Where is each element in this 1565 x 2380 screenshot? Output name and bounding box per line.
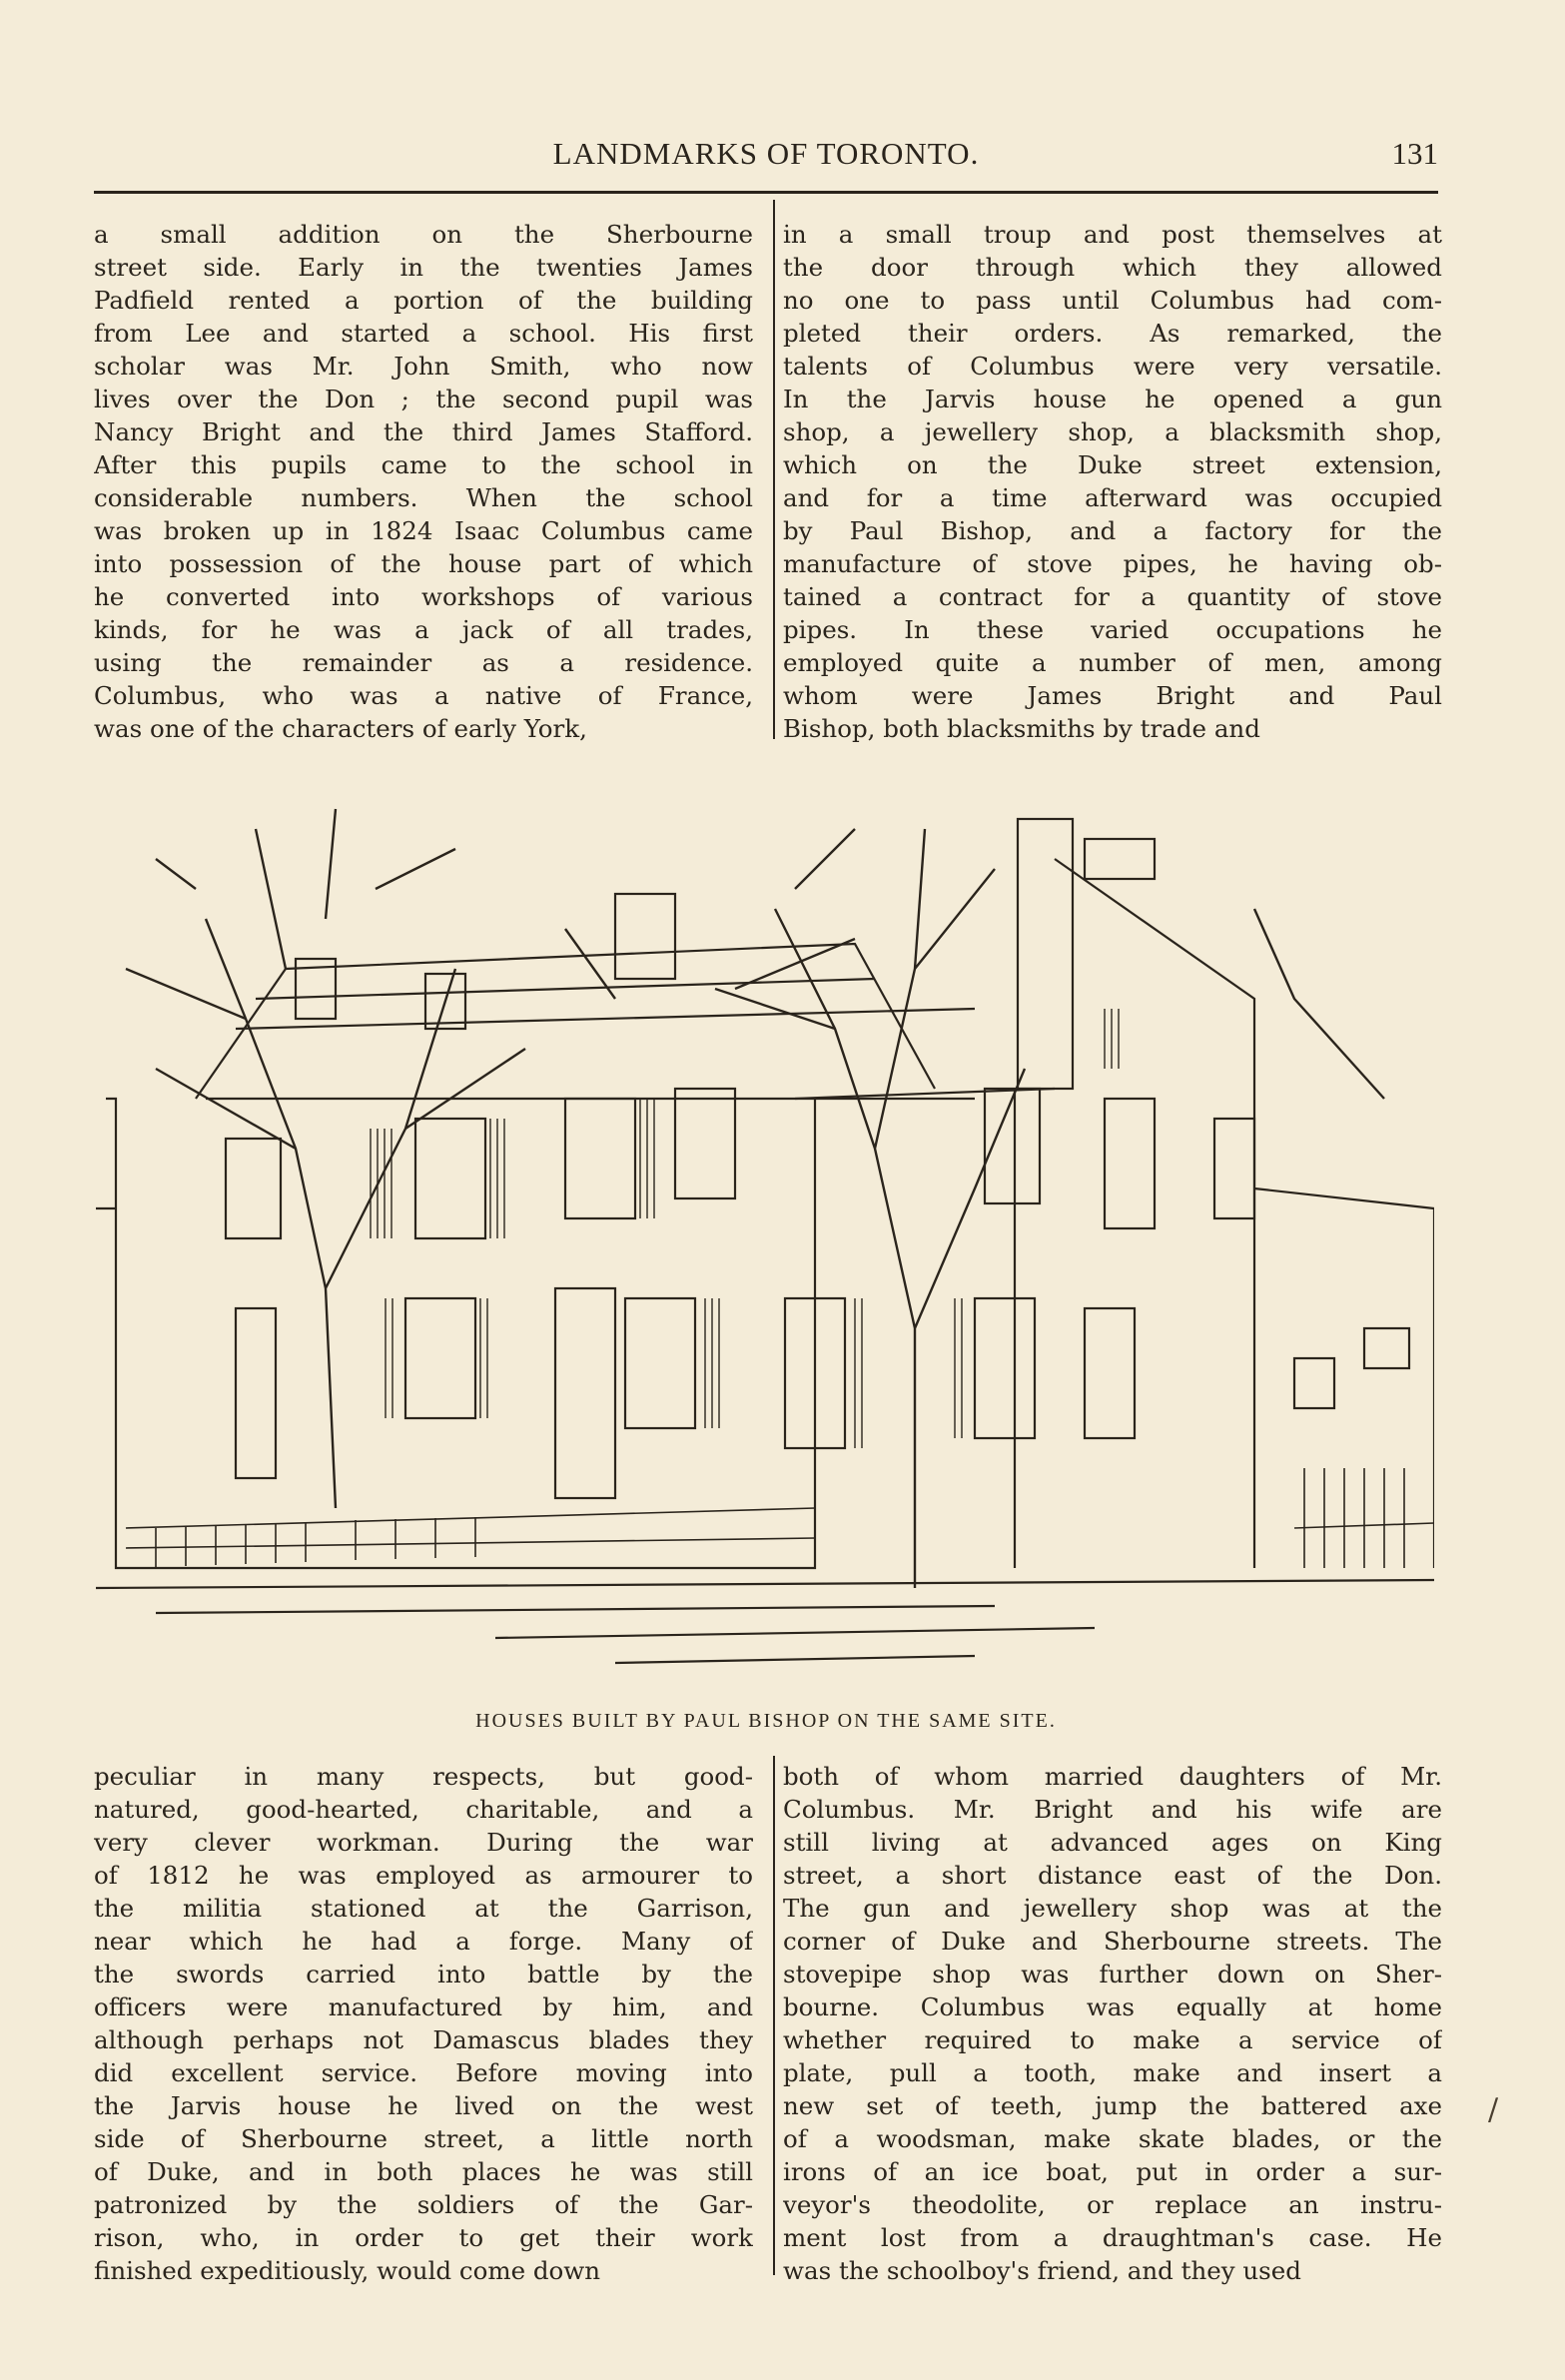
text-line: street, a short distance east of the Don. <box>783 1861 1442 1890</box>
text-line: and for a time afterward was occupied <box>783 483 1442 512</box>
left-house-outline <box>106 1099 815 1568</box>
text-line: whom were James Bright and Paul <box>783 681 1442 710</box>
text-line: was the schoolboy's friend, and they used <box>783 2256 1301 2285</box>
page-number: 131 <box>1391 136 1438 171</box>
text-line: officers were manufactured by him, and <box>94 1992 753 2021</box>
bottom-right-column <box>783 1760 1442 2287</box>
text-line: Nancy Bright and the third James Stafford. <box>94 417 753 446</box>
upper-windows <box>226 1089 1254 1238</box>
text-line: In the Jarvis house he opened a gun <box>783 385 1442 413</box>
text-line: pleted their orders. As remarked, the <box>783 319 1442 348</box>
text-line: of a woodsman, make skate blades, or the <box>783 2124 1442 2153</box>
text-line: shop, a jewellery shop, a blacksmith shop, <box>783 417 1442 446</box>
text-line: finished expeditiously, would come down <box>94 2256 601 2285</box>
text-line: by Paul Bishop, and a factory for the <box>783 516 1442 545</box>
text-line: new set of teeth, jump the battered axe <box>783 2091 1442 2120</box>
text-line: was broken up in 1824 Isaac Columbus came <box>94 516 753 545</box>
text-line: Columbus. Mr. Bright and his wife are <box>783 1795 1442 1824</box>
text-line: peculiar in many respects, but good- <box>94 1762 753 1791</box>
text-line: Padfield rented a portion of the building <box>94 286 753 315</box>
text-line: near which he had a forge. Many of <box>94 1927 753 1956</box>
running-head <box>94 136 1438 180</box>
running-title: LANDMARKS OF TORONTO. <box>552 136 980 171</box>
door <box>555 1288 615 1498</box>
top-left-column <box>94 218 753 745</box>
text-line: no one to pass until Columbus had com- <box>783 286 1442 315</box>
text-line: irons of an ice boat, put in order a sur- <box>783 2157 1442 2186</box>
column-divider-top <box>773 200 775 739</box>
text-line: both of whom married daughters of Mr. <box>783 1762 1442 1791</box>
text-line: did excellent service. Before moving into <box>94 2058 753 2087</box>
houses-illustration <box>96 769 1434 1698</box>
text-line: very clever workman. During the war <box>94 1828 753 1857</box>
text-line: ment lost from a draughtman's case. He <box>783 2223 1442 2252</box>
text-line: After this pupils came to the school in <box>94 450 753 479</box>
margin-mark: / <box>1488 2092 1499 2127</box>
chimney-middle <box>615 894 675 979</box>
text-line: tained a contract for a quantity of stove <box>783 582 1442 611</box>
text-line: plate, pull a tooth, make and insert a <box>783 2058 1442 2087</box>
fence <box>126 1468 1434 1568</box>
text-line: which on the Duke street extension, <box>783 450 1442 479</box>
chimney-right <box>1018 819 1073 1089</box>
text-line: was one of the characters of early York, <box>94 714 587 743</box>
text-line: from Lee and started a school. His first <box>94 319 753 348</box>
text-line: the Jarvis house he lived on the west <box>94 2091 753 2120</box>
header-rule <box>94 191 1438 194</box>
text-line: talents of Columbus were very versatile. <box>783 352 1442 381</box>
text-line: pipes. In these varied occupations he <box>783 615 1442 644</box>
text-line: of Duke, and in both places he was still <box>94 2157 753 2186</box>
text-line: natured, good-hearted, charitable, and a <box>94 1795 753 1824</box>
text-line: of 1812 he was employed as armourer to <box>94 1861 753 1890</box>
bottom-left-column <box>94 1760 753 2287</box>
text-line: the swords carried into battle by the <box>94 1960 753 1988</box>
text-line: using the remainder as a residence. <box>94 648 753 677</box>
text-line: scholar was Mr. John Smith, who now <box>94 352 753 381</box>
ground-line <box>96 1580 1434 1588</box>
text-line: whether required to make a service of <box>783 2025 1442 2054</box>
text-line: although perhaps not Damascus blades they <box>94 2025 753 2054</box>
column-divider-bottom <box>773 1756 775 2275</box>
trees <box>126 809 1384 1588</box>
text-line: corner of Duke and Sherbourne streets. The <box>783 1927 1442 1956</box>
text-line: Bishop, both blacksmiths by trade and <box>783 714 1260 743</box>
text-line: The gun and jewellery shop was at the <box>783 1894 1442 1923</box>
text-line: kinds, for he was a jack of all trades, <box>94 615 753 644</box>
text-line: employed quite a number of men, among <box>783 648 1442 677</box>
text-line: side of Sherbourne street, a little north <box>94 2124 753 2153</box>
text-line: the militia stationed at the Garrison, <box>94 1894 753 1923</box>
text-line: considerable numbers. When the school <box>94 483 753 512</box>
text-line: into possession of the house part of which <box>94 549 753 578</box>
lower-windows <box>236 1298 1135 1478</box>
text-line: manufacture of stove pipes, he having ob- <box>783 549 1442 578</box>
left-house-roof <box>196 944 935 1099</box>
text-line: still living at advanced ages on King <box>783 1828 1442 1857</box>
text-line: veyor's theodolite, or replace an instru- <box>783 2190 1442 2219</box>
text-line: the door through which they allowed <box>783 253 1442 282</box>
text-line: lives over the Don ; the second pupil was <box>94 385 753 413</box>
top-right-column <box>783 218 1442 745</box>
text-line: he converted into workshops of various <box>94 582 753 611</box>
illustration-caption: HOUSES BUILT BY PAUL BISHOP ON THE SAME SITE. <box>475 1710 1057 1732</box>
text-line: a small addition on the Sherbourne <box>94 220 753 249</box>
text-line: patronized by the soldiers of the Gar- <box>94 2190 753 2219</box>
text-line: rison, who, in order to get their work <box>94 2223 753 2252</box>
text-line: in a small troup and post themselves at <box>783 220 1442 249</box>
text-line: Columbus, who was a native of France, <box>94 681 753 710</box>
text-line: bourne. Columbus was equally at home <box>783 1992 1442 2021</box>
text-line: street side. Early in the twenties James <box>94 253 753 282</box>
text-line: stovepipe shop was further down on Sher- <box>783 1960 1442 1988</box>
